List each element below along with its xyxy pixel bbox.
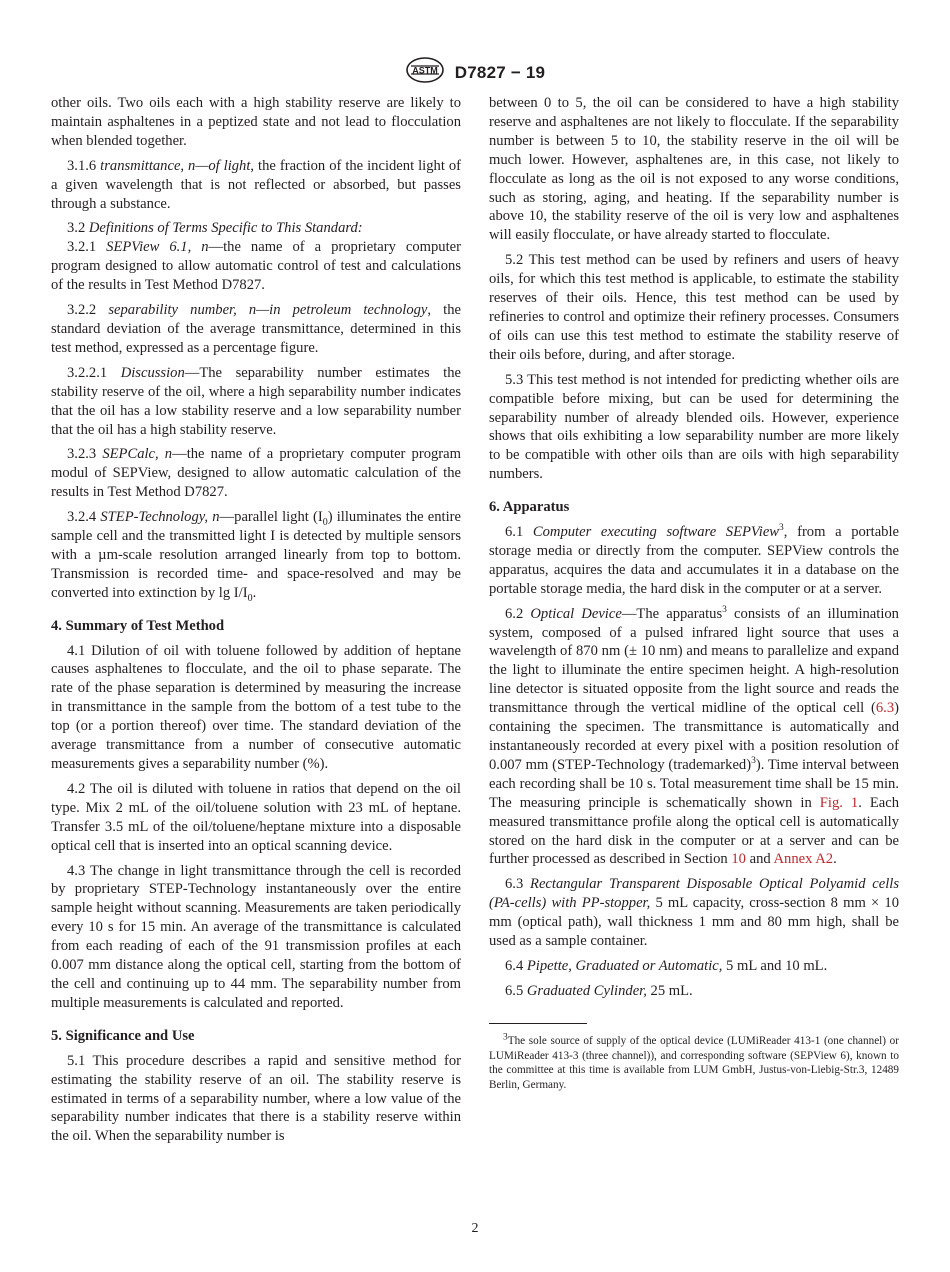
link-fig-1[interactable]: Fig. 1 (819, 794, 859, 811)
link-section-10[interactable]: 10 (731, 851, 746, 868)
paragraph-6-5: 6.5 Graduated Cylinder, 25 mL. (505, 982, 693, 999)
astm-logo-icon (405, 56, 445, 89)
heading-3-2: 3.2 Definitions of Terms Specific to This Standard: (67, 220, 363, 237)
paragraph-4-1: 4.1 Dilution of oil with toluene followed by addition of heptane causes asphaltenes to flocculate, and the oil to phase separate. The rate of the phase separation is determined by measuring the increase in transmittance in the sample from the bottom of a test tube to the top (or a portion thereof) over time. The standard deviation of the average transmittance from a number of consecutive automatic measurements gives a separability number (%). (51, 642, 461, 772)
section-heading-5: 5. Significance and Use (51, 1027, 195, 1044)
paragraph-6-4: 6.4 Pipette, Graduated or Automatic, 5 mL and 10 mL. (505, 957, 828, 974)
paragraph-5-1-continued: between 0 to 5, the oil can be considered to have a high stability reserve and asphaltenes are not likely to flocculate. If the separability number is between 5 to 10, the stability reserve in the oil will be much lower. However, asphaltenes are, in this case, not likely to flocculate as long as the oil is not exposed to any worse conditions, such as storing, aging, and heating. If the separability number is above 10, the stability reserve of the oil is very low and asphaltenes will easily flocculate, or have already started to flocculate. (489, 95, 899, 244)
paragraph-3-2-3: 3.2.3 SEPCalc, n—the name of a proprietary computer program modul of SEPView, designed to allow automatic calculation of the results in Test Method D7827. (51, 446, 461, 501)
footnote-3: $^3$The sole source of supply of the optical device (LUMiReader 413-1 (one channel) or LUMiReader 413-3 (three channel)), and corresponding software (SEPView 6), known to the committee at this time is available from LUM GmbH, Justus-von-Liebig-Str.3, 12489 Berlin, Germany. (489, 1032, 899, 1092)
page-header (0, 56, 950, 89)
paragraph-3-1-6: 3.1.6 transmittance, n—of light, the fraction of the incident light of a given wavelength that is not reflected or absorbed, but passes through a substance. (51, 157, 461, 212)
link-section-6-3[interactable]: 6.3 (875, 700, 895, 717)
svg-text:ASTM: ASTM (412, 65, 438, 76)
page-number: 2 (471, 1221, 479, 1236)
paragraph-5-3: 5.3 This test method is not intended for predicting whether oils are compatible before mixing, but can be used for determining the separability number of already blended oils. However, experience shows that oils exhibiting a low separability number are more likely to be compatible with other oils than are oils with high separability numbers. (489, 371, 899, 483)
footnote-divider (489, 1023, 587, 1024)
paragraph-continued: other oils. Two oils each with a high stability reserve are likely to maintain asphaltenes in a peptized state and not lead to flocculation when blended together. (51, 95, 461, 149)
section-heading-4: 4. Summary of Test Method (51, 617, 225, 634)
right-column (489, 94, 899, 1093)
paragraph-4-3: 4.3 The change in light transmittance through the cell is recorded by proprietary STEP-Technology instantaneously over the entire sample height without scanning. Measurements are taken periodically every 10 s for 15 min. An average of the transmittance is calculated from each reading of each of the 91 transmission profiles at each 0.007 mm distance along the optical cell, starting from the bottom of the cell and continuing up to 44 mm. The separability number from multiple measurements is calculated and reported. (51, 862, 461, 1011)
paragraph-3-2-2-1: 3.2.2.1 Discussion—The separability number estimates the stability reserve of the oil, where a high separability number indicates that the oil has a low stability reserve and a low separability number that the oil has a high stability reserve. (51, 364, 462, 438)
paragraph-6-3: 6.3 Rectangular Transparent Disposable Optical Polyamid cells (PA-cells) with PP-stopper, 5 mL capacity, cross-section 8 mm × 10 mm (optical path), wall thickness 1 mm and 80 mm high, shall be used as a sample container. (489, 876, 900, 950)
link-annex-a2[interactable]: Annex A2 (773, 851, 834, 868)
paragraph-6-1: 6.1 Computer executing software SEPView$^3$, from a portable storage media or directly from the computer. SEPView controls the apparatus, acquires the data and accumulates it in a database on the portable storage media, the hard disk in the computer or at a server. (489, 523, 900, 597)
paragraph-3-2-4: 3.2.4 STEP-Technology, n—parallel light $(I_0)$ illuminates the entire sample cell and the transmitted light I is detected by multiple sensors with a µm-scale resolution arranged linearly from top to bottom. Transmission is recorded time- and space-resolved and may be converted into extinction by $\lg I/I_0$. (51, 509, 461, 604)
left-column (51, 94, 461, 1152)
section-heading-6: 6. Apparatus (489, 499, 570, 516)
paragraph-3-2-2: 3.2.2 separability number, n—in petroleum technology, the standard deviation of the average transmittance, determined in this test method, expressed as a percentage figure. (51, 302, 461, 356)
paragraph-5-1: 5.1 This procedure describes a rapid and sensitive method for estimating the stability reserve of an oil. The stability reserve is estimated in terms of a separability number, where a low value of the separability number indicates that there is a stability reserve within the oil. When the separability number is (51, 1052, 461, 1145)
paragraph-6-2: 6.2 Optical Device—The apparatus$^3$ consists of an illumination system, composed of a pulsed infrared light source that uses a wavelength of 870 nm (± 10 nm) and means to parallelize and expand the light to illuminate the entire specimen height. A high-resolution line detector is situated opposite from the light source and reads the transmittance through the vertical midline of the optical cell (6.3) containing the specimen. The transmittance is automatically and instantaneously recorded at every pixel with a position resolution of 0.007 mm (STEP-Technology (trademarked)$^3$). Time interval between each recording shall be 10 s. Total measurement time shall be 15 min. The measuring principle is schematically shown in Fig. 1. Each measured transmittance profile along the optical cell is automatically stored on the hard disk in the computer or at a server and can be further processed as described in Section 10 and Annex A2. (489, 604, 900, 868)
paragraph-4-2: 4.2 The oil is diluted with toluene in ratios that depend on the oil type. Mix 2 mL of the oil/toluene solution with 23 mL of heptane. Transfer 3.5 mL of the oil/toluene/heptane mixture into a disposable optical cell that is inserted into an optical scanning device. (51, 780, 461, 854)
standard-designation: D7827 − 19 (454, 62, 546, 82)
paragraph-3-2-1: 3.2.1 SEPView 6.1, n—the name of a proprietary computer program designed to allow automatic control of test and calculations of the results in Test Method D7827. (51, 239, 461, 294)
paragraph-5-2: 5.2 This test method can be used by refiners and users of heavy oils, for which this test method is applicable, to estimate the stability reserves of their oils. Hence, this test method can be used by refineries to control and optimize their refinery processes. Consumers of oils can use this test method to estimate the stability reserve of their oils before, during, and after storage. (489, 252, 899, 363)
